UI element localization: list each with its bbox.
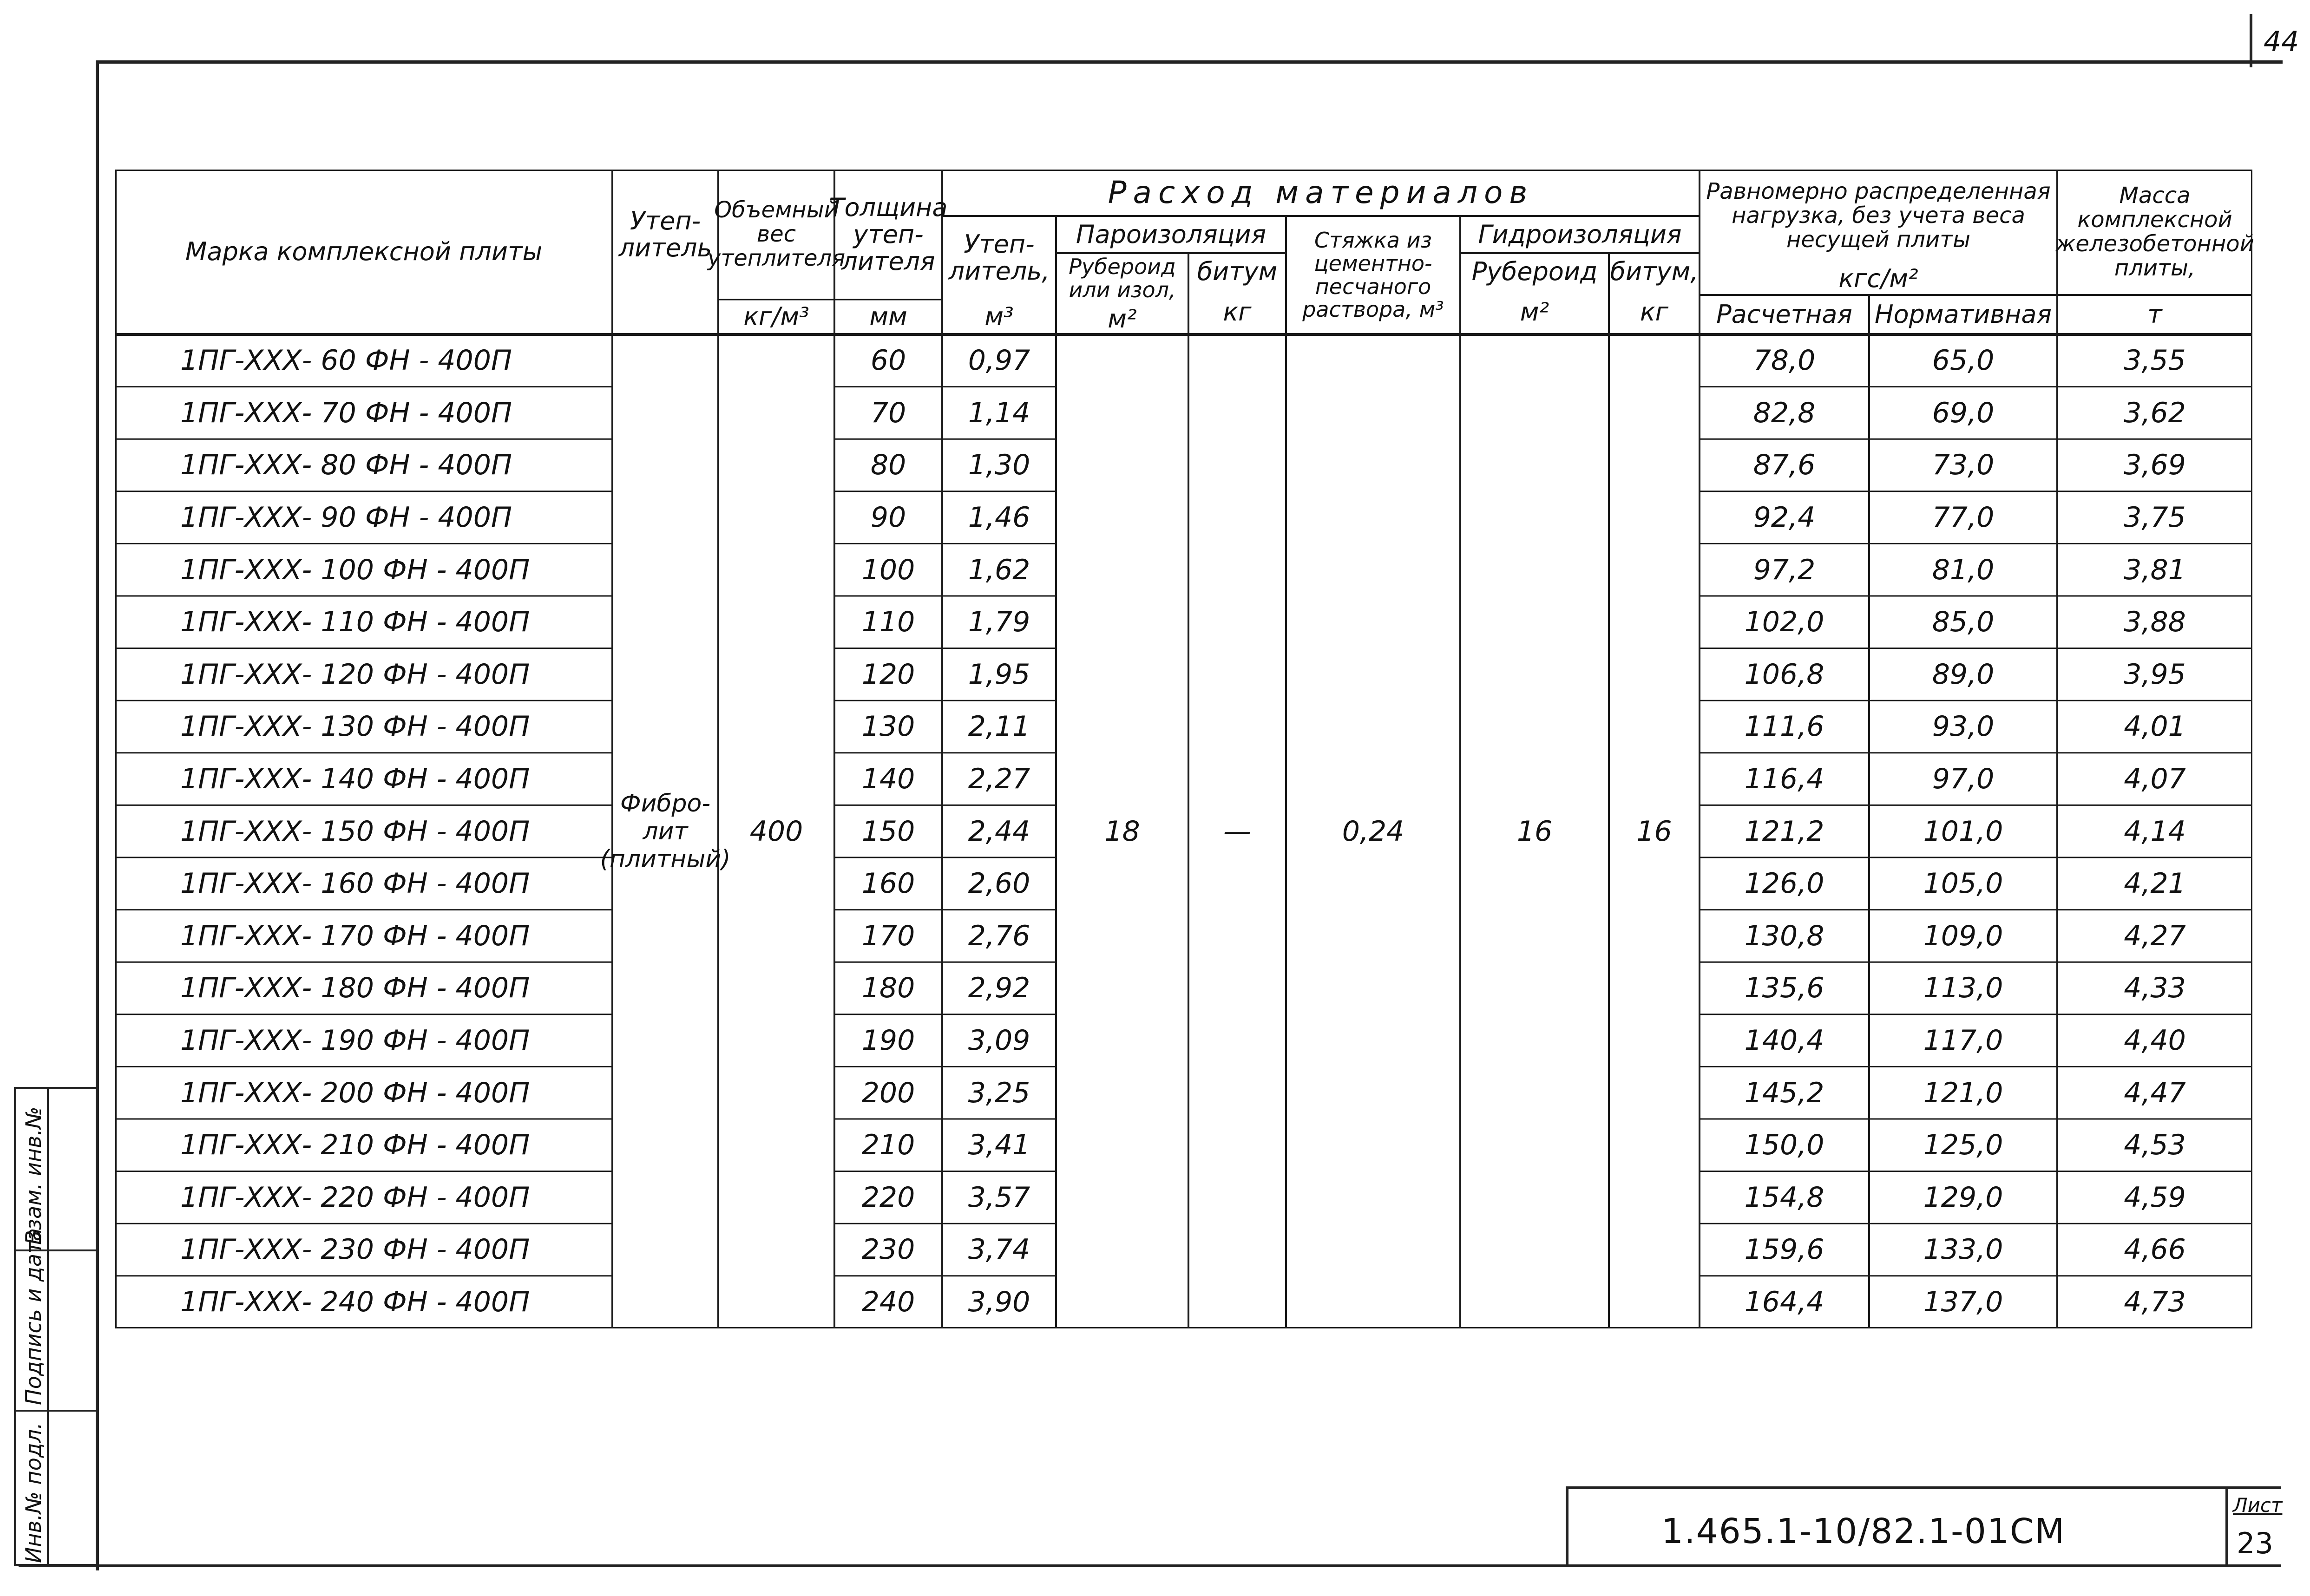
row-load-calc: 154,8 [1744,1181,1824,1214]
row-load-calc: 140,4 [1744,1024,1824,1057]
row-thickness: 150 [861,815,915,848]
header-mass-unit: т [2147,300,2162,329]
row-load-calc: 78,0 [1753,344,1816,377]
row-load-norm: 69,0 [1932,396,1995,429]
row-thickness: 220 [861,1181,915,1214]
row-load-calc: 164,4 [1744,1286,1824,1319]
row-load-norm: 133,0 [1923,1233,2003,1266]
header-load-unit: кгс/м² [1838,263,1918,293]
header-volume-weight-unit: кг/м³ [743,302,809,332]
row-load-norm: 81,0 [1932,553,1995,586]
row-load-calc: 82,8 [1753,396,1816,429]
row-insul: 2,44 [968,815,1030,848]
row-mark: 1ПГ-ХХХ- 90 ФН - 400П [180,501,512,534]
row-thickness: 100 [861,553,915,586]
header-wp-bitumen-unit: кг [1640,297,1668,327]
header-load: Равномерно распределенная нагрузка, без учета веса несущей плиты [1706,178,2051,253]
row-load-calc: 159,6 [1744,1233,1824,1266]
row-insul: 2,76 [968,919,1030,952]
row-load-norm: 93,0 [1932,710,1995,743]
materials-table [115,170,2252,1328]
row-thickness: 180 [861,972,915,1005]
sheet-number: 23 [2237,1526,2273,1560]
shared-wp-ruberoid: 16 [1516,815,1553,848]
row-load-norm: 89,0 [1932,658,1995,691]
row-insul: 2,27 [968,763,1030,796]
row-mass: 3,95 [2124,658,2186,691]
row-load-norm: 125,0 [1923,1129,2003,1162]
row-load-norm: 97,0 [1932,763,1995,796]
row-thickness: 110 [861,606,915,639]
row-insul: 1,62 [968,553,1030,586]
row-insul: 3,25 [968,1076,1030,1109]
row-load-calc: 111,6 [1744,710,1824,743]
row-load-calc: 97,2 [1753,553,1816,586]
row-mass: 4,27 [2124,919,2186,952]
stamp-divider [16,1410,96,1412]
sheet-label: Лист [2233,1494,2283,1517]
row-load-norm: 129,0 [1923,1181,2003,1214]
row-load-calc: 106,8 [1744,658,1824,691]
row-load-norm: 121,0 [1923,1076,2003,1109]
header-wp-bitumen: битум, [1610,256,1699,286]
row-thickness: 60 [870,344,906,377]
row-mark: 1ПГ-ХХХ- 80 ФН - 400П [180,449,512,482]
row-load-calc: 92,4 [1753,501,1816,534]
row-thickness: 190 [861,1024,915,1057]
row-mass: 3,62 [2124,396,2186,429]
row-insul: 1,79 [968,606,1030,639]
row-thickness: 200 [861,1076,915,1109]
shared-screed: 0,24 [1342,815,1404,848]
shared-insulant: Фибро-лит (плитный) [600,790,731,873]
row-mark: 1ПГ-ХХХ- 170 ФН - 400П [180,919,530,952]
title-block [1566,1486,2251,1565]
row-mass: 3,88 [2124,606,2186,639]
row-load-norm: 73,0 [1932,449,1995,482]
row-mass: 4,01 [2124,710,2186,743]
header-insulant: Утеп-литель [618,206,712,262]
row-mass: 3,55 [2124,344,2186,377]
row-thickness: 120 [861,658,915,691]
header-wp-ruberoid: Рубероид [1471,256,1598,286]
stamp-strip [14,1087,96,1566]
row-mass: 4,07 [2124,763,2186,796]
row-mark: 1ПГ-ХХХ- 180 ФН - 400П [180,972,530,1005]
row-mark: 1ПГ-ХХХ- 230 ФН - 400П [180,1233,530,1266]
header-insul-unit: м³ [984,302,1014,332]
shared-wp-bitumen: 16 [1636,815,1672,848]
row-insul: 1,95 [968,658,1030,691]
shared-vapor-ruberoid: 18 [1104,815,1140,848]
row-insul: 1,46 [968,501,1030,534]
row-mark: 1ПГ-ХХХ- 140 ФН - 400П [180,763,530,796]
row-load-norm: 77,0 [1932,501,1995,534]
row-mass: 4,59 [2124,1181,2186,1214]
header-waterproof: Гидроизоляция [1478,219,1682,249]
row-thickness: 240 [861,1286,915,1319]
row-thickness: 80 [870,449,906,482]
header-vapor: Пароизоляция [1076,219,1267,249]
row-load-calc: 87,6 [1753,449,1816,482]
row-mass: 4,47 [2124,1076,2186,1109]
row-load-norm: 101,0 [1923,815,2003,848]
stamp-vzam-inv: Взам. инв.№ [21,1106,46,1245]
stamp-podpis-data: Подпись и дата [21,1228,46,1405]
row-load-norm: 85,0 [1932,606,1995,639]
row-load-norm: 65,0 [1932,344,1995,377]
row-mark: 1ПГ-ХХХ- 110 ФН - 400П [180,606,530,639]
row-insul: 0,97 [968,344,1030,377]
row-mark: 1ПГ-ХХХ- 240 ФН - 400П [180,1286,530,1319]
document-code: 1.465.1-10/82.1-01СМ [1661,1511,2066,1551]
stamp-inv-podl: Инв.№ подл. [21,1422,46,1563]
sheet-box [2225,1486,2281,1565]
row-insul: 2,11 [968,710,1030,743]
row-mass: 4,33 [2124,972,2186,1005]
row-thickness: 210 [861,1129,915,1162]
row-mark: 1ПГ-ХХХ- 150 ФН - 400П [180,815,530,848]
row-load-calc: 135,6 [1744,972,1824,1005]
row-thickness: 90 [870,501,906,534]
header-mass: Масса комплексной железобетонной плиты, [2055,183,2254,281]
row-insul: 3,09 [968,1024,1030,1057]
row-mass: 4,53 [2124,1129,2186,1162]
header-wp-ruberoid-unit: м² [1520,297,1549,327]
page-number: 44 [2264,26,2299,58]
row-thickness: 160 [861,867,915,900]
row-load-norm: 109,0 [1923,919,2003,952]
row-insul: 1,14 [968,396,1030,429]
page-edge-tick [2250,14,2252,67]
row-load-calc: 145,2 [1744,1076,1824,1109]
header-load-calc: Расчетная [1716,300,1852,329]
row-load-calc: 121,2 [1744,815,1824,848]
row-thickness: 70 [870,396,906,429]
shared-volume-weight: 400 [749,815,803,848]
row-load-calc: 116,4 [1744,763,1824,796]
row-mark: 1ПГ-ХХХ- 70 ФН - 400П [180,396,512,429]
header-screed: Стяжка из цементно-песчаного раствора, м³ [1302,228,1444,322]
row-insul: 3,41 [968,1129,1030,1162]
row-thickness: 170 [861,919,915,952]
row-load-calc: 126,0 [1744,867,1824,900]
header-vapor-bitumen: битум [1197,256,1278,286]
row-load-norm: 117,0 [1923,1024,2003,1057]
row-load-calc: 102,0 [1744,606,1824,639]
header-thickness-unit: мм [869,302,907,332]
row-thickness: 130 [861,710,915,743]
row-mass: 4,21 [2124,867,2186,900]
row-mark: 1ПГ-ХХХ- 120 ФН - 400П [180,658,530,691]
row-mark: 1ПГ-ХХХ- 100 ФН - 400П [180,553,530,586]
row-mass: 3,75 [2124,501,2186,534]
row-mark: 1ПГ-ХХХ- 210 ФН - 400П [180,1129,530,1162]
row-insul: 3,74 [968,1233,1030,1266]
header-thickness: Толщина утеп-лителя [829,192,948,276]
row-mass: 3,69 [2124,449,2186,482]
row-load-norm: 137,0 [1923,1286,2003,1319]
row-mass: 4,14 [2124,815,2186,848]
row-mark: 1ПГ-ХХХ- 200 ФН - 400П [180,1076,530,1109]
row-insul: 2,92 [968,972,1030,1005]
header-vapor-bitumen-unit: кг [1223,297,1252,327]
shared-vapor-bitumen: — [1223,815,1251,848]
row-mark: 1ПГ-ХХХ- 190 ФН - 400П [180,1024,530,1057]
row-insul: 3,57 [968,1181,1030,1214]
row-mark: 1ПГ-ХХХ- 60 ФН - 400П [180,344,512,377]
row-mass: 4,66 [2124,1233,2186,1266]
header-mark: Марка комплексной плиты [185,237,543,267]
row-load-calc: 150,0 [1744,1129,1824,1162]
header-vapor-ruberoid: Рубероид или изол, [1069,254,1176,302]
row-mark: 1ПГ-ХХХ- 160 ФН - 400П [180,867,530,900]
header-consumption: Расход материалов [1108,175,1534,211]
header-load-norm: Нормативная [1874,300,2052,329]
row-insul: 3,90 [968,1286,1030,1319]
row-mark: 1ПГ-ХХХ- 130 ФН - 400П [180,710,530,743]
row-load-norm: 113,0 [1923,972,2003,1005]
row-mass: 4,73 [2124,1286,2186,1319]
header-volume-weight: Объемный вес утеплителя [707,197,846,271]
row-thickness: 230 [861,1233,915,1266]
row-load-calc: 130,8 [1744,919,1824,952]
row-insul: 2,60 [968,867,1030,900]
row-thickness: 140 [861,763,915,796]
row-load-norm: 105,0 [1923,867,2003,900]
row-mass: 3,81 [2124,553,2186,586]
row-mark: 1ПГ-ХХХ- 220 ФН - 400П [180,1181,530,1214]
row-mass: 4,40 [2124,1024,2186,1057]
header-insul: Утеп-литель, [948,229,1050,286]
row-insul: 1,30 [968,449,1030,482]
header-vapor-ruberoid-unit: м² [1108,304,1137,334]
